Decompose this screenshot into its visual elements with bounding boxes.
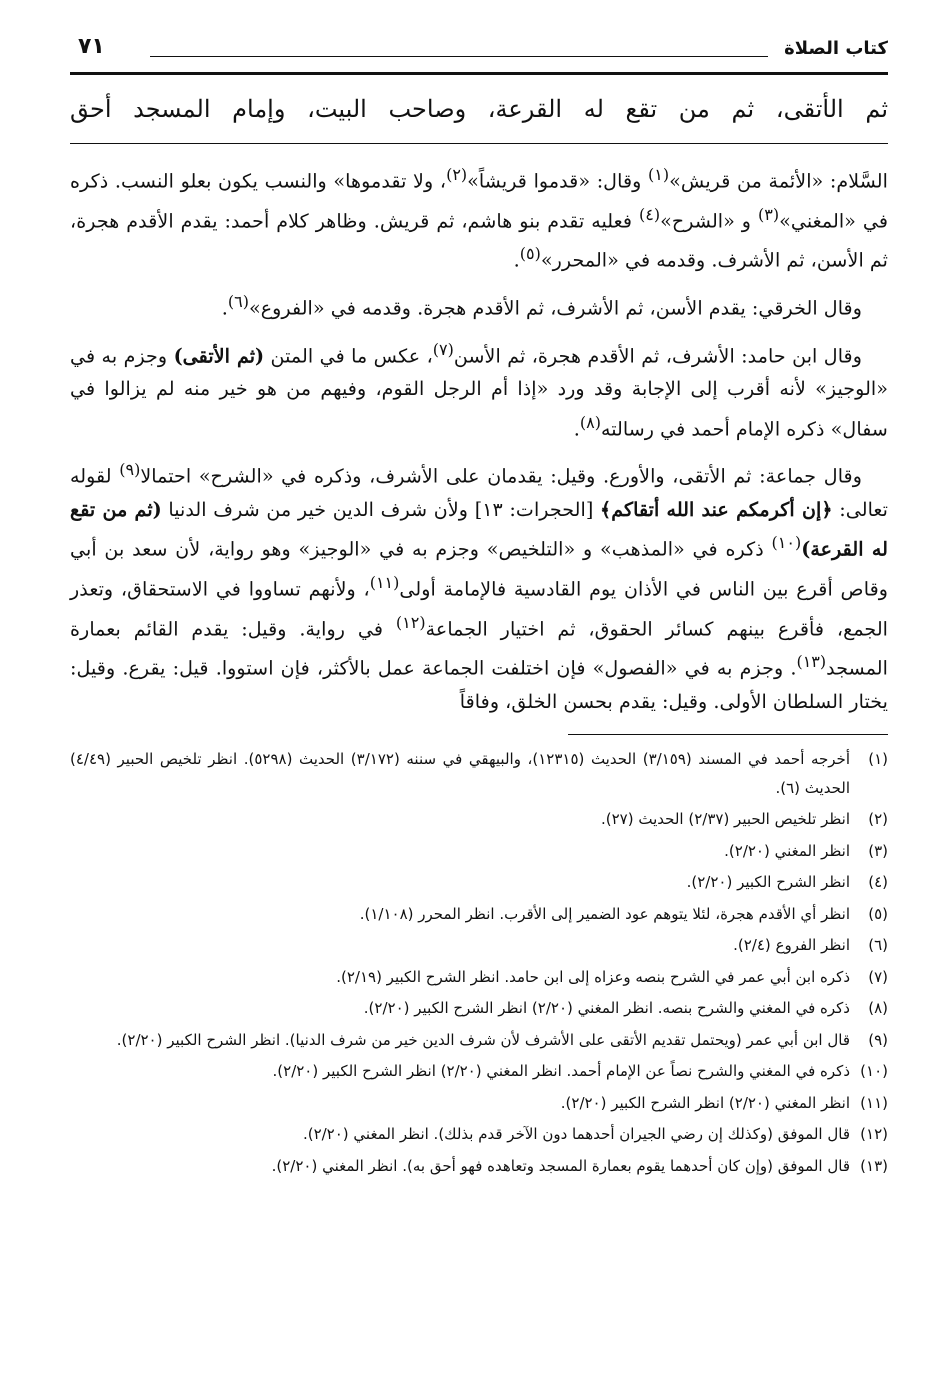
footnote-ref: (٤) <box>639 204 661 224</box>
footnote-text: ذكره ابن أبي عمر في الشرح بنصه وعزاه إلى ابن حامد. انظر الشرح الكبير (٢/١٩). <box>336 967 850 986</box>
matn-quote: (ثم الأتقى) <box>173 344 265 368</box>
footnote <box>70 1089 888 1118</box>
footnote <box>70 1057 888 1086</box>
footnote <box>70 1152 888 1181</box>
footnote-number: (١٠) <box>860 1062 888 1081</box>
footnote-ref: (١١) <box>369 573 400 593</box>
footnote-text: أخرجه أحمد في المسند (٣/١٥٩) الحديث (١٢٣١٥)، والبيهقي في سننه (٣/١٧٢) الحديث (٥٢٩٨). انظر تلخيص الحبير (٤/٤٩) الحديث (٦). <box>70 750 850 797</box>
footnote <box>70 805 888 834</box>
matn-quote: (ثم من تقع له القرعة) <box>70 498 888 561</box>
footnote-text: ذكره في المغني والشرح نصاً عن الإمام أحمد. انظر المغني (٢/٢٠) انظر الشرح الكبير (٢/٢٠). <box>272 1062 850 1081</box>
footnote-text: قال الموفق (وإن كان أحدهما يقوم بعمارة المسجد وتعاهده فهو أحق به). انظر المغني (٢/٢٠). <box>271 1156 850 1175</box>
commentary-paragraph: وقال الخرقي: يقدم الأسن، ثم الأشرف، ثم الأقدم هجرة. وقدمه في «الفروع»$^{(٦)}$. <box>221 292 862 320</box>
footnote-ref: (٣) <box>758 204 780 224</box>
footnote <box>70 931 888 960</box>
footnotes <box>70 745 888 1180</box>
header-divider <box>150 56 768 57</box>
footnote-number: (١١) <box>860 1093 888 1112</box>
commentary-paragraph: وقال جماعة: ثم الأتقى، والأورع. وقيل: يقدمان على الأشرف، وذكره في «الشرح» احتمالا$^{(٩)}$ لقوله تعالى: ﴿إن أكرمكم عند الله أتقاكم﴾ [الحجرات: ١٣] ولأن شرف الدين خير من شرف الدنيا (ثم من تقع له القرعة)$^{(١٠)}$ ذكره في «المذهب» و «التلخيص» وجزم به في «الوجيز» وهو رواية، لأن سعد بن أبي وقاص أقرع بين الناس في الأذان يوم القادسية فالإمامة أولى$^{(١١)}$، ولأنهم تساووا في الاستحقاق، وتعذر الجمع، فأقرع بينهم كسائر الحقوق، ثم اختيار الجماعة$^{(١٢)}$ في رواية. وقيل: يقدم القائم بعمارة المسجد$^{(١٣)}$. وجزم به في «الفصول» فإن اختلفت الجماعة عمل بالأكثر، فإن استووا. قيل: يقرع. وقيل: يختار السلطان الأولى. وقيل: يقدم بحسن الخلق، وفاقاً <box>70 460 889 714</box>
footnote-ref: (٢) <box>446 165 468 184</box>
footnote-number: (٩) <box>868 1030 888 1049</box>
footnote-text: انظر الفروع (٢/٤). <box>733 936 850 955</box>
footnote-ref: (٦) <box>227 292 249 312</box>
footnote-number: (١٢) <box>860 1125 888 1144</box>
footnote-number: (١٣) <box>860 1156 888 1175</box>
footnote-ref: (٥) <box>519 244 541 264</box>
commentary-paragraph: السَّلام: «الأئمة من قريش»$^{(١)}$ وقال: «قدموا قريشاً»$^{(٢)}$، ولا تقدموها» والنسب يكون بعلو النسب. ذكره في «المغني»$^{(٣)}$ و «الشرح»$^{(٤)}$ فعليه تقدم بنو هاشم، ثم قريش. وظاهر كلام أحمد: يقدم الأقدم هجرة، ثم الأسن، ثم الأشرف. وقدمه في «المحرر»$^{(٥)}$. <box>70 165 888 272</box>
footnote-text: قال الموفق (وكذلك إن رضي الجيران أحدهما دون الآخر قدم بذلك). انظر المغني (٢/٢٠). <box>302 1125 850 1144</box>
footnote <box>70 1026 888 1055</box>
footnote-text: ذكره في المغني والشرح بنصه. انظر المغني (٢/٢٠) انظر الشرح الكبير (٢/٢٠). <box>363 999 850 1018</box>
footnote-ref: (١٠) <box>771 533 802 553</box>
footnote <box>70 963 888 992</box>
footnote-number: (٣) <box>868 841 888 860</box>
footnote-text: انظر المغني (٢/٢٠) انظر الشرح الكبير (٢/٢٠). <box>560 1093 850 1112</box>
book-page <box>70 30 888 1183</box>
footnote <box>70 900 888 929</box>
footnote-number: (٥) <box>868 904 888 923</box>
footnote <box>70 837 888 866</box>
running-title: كتاب الصلاة <box>784 38 888 59</box>
footnote-ref: (١) <box>648 165 670 184</box>
footnote-ref: (٩) <box>119 460 141 480</box>
main-text-rule <box>70 143 888 144</box>
footnote-text: انظر أي الأقدم هجرة، لئلا يتوهم عود الضمير إلى الأقرب. انظر المحرر (١/١٠٨). <box>359 904 850 923</box>
quran-verse: ﴿إن أكرمكم عند الله أتقاكم﴾ <box>599 498 833 522</box>
footnote-text: انظر الشرح الكبير (٢/٢٠). <box>686 873 850 892</box>
footnote <box>70 1120 888 1149</box>
page-number: ٧١ <box>78 34 105 59</box>
footnote <box>70 745 888 802</box>
footnote <box>70 868 888 897</box>
footnote-number: (٢) <box>868 810 888 829</box>
footnote-text: قال ابن أبي عمر (ويحتمل تقديم الأتقى على الأشرف لأن شرف الدين خير من شرف الدنيا). انظر الشرح الكبير (٢/٢٠). <box>116 1030 850 1049</box>
commentary <box>70 158 888 718</box>
footnote-ref: (٨) <box>579 412 601 432</box>
page-header <box>70 30 888 72</box>
footnote <box>70 994 888 1023</box>
footnote-ref: (١٣) <box>796 652 827 672</box>
footnote-number: (٤) <box>868 873 888 892</box>
main-text: ثم الأتقى، ثم من تقع له القرعة، وصاحب البيت، وإمام المسجد أحق <box>70 95 888 123</box>
footnote-ref: (١٢) <box>395 612 426 632</box>
footnote-number: (٨) <box>868 999 888 1018</box>
footnote-text: انظر المغني (٢/٢٠). <box>724 841 850 860</box>
footnote-text: انظر تلخيص الحبير (٢/٣٧) الحديث (٢٧). <box>601 810 850 829</box>
footnote-separator <box>568 734 888 735</box>
footnote-number: (١) <box>868 750 888 769</box>
footnote-number: (٦) <box>868 936 888 955</box>
footnote-ref: (٧) <box>432 339 454 359</box>
commentary-paragraph: وقال ابن حامد: الأشرف، ثم الأقدم هجرة، ثم الأسن$^{(٧)}$، عكس ما في المتن (ثم الأتقى) وجزم به في «الوجيز» لأنه أقرب إلى الإجابة وقد ورد «إذا أم الرجل القوم، وفيهم من هو خير منه لم يزالوا في سفال» ذكره الإمام أحمد في رسالته$^{(٨)}$. <box>70 339 888 441</box>
footnote-number: (٧) <box>868 967 888 986</box>
